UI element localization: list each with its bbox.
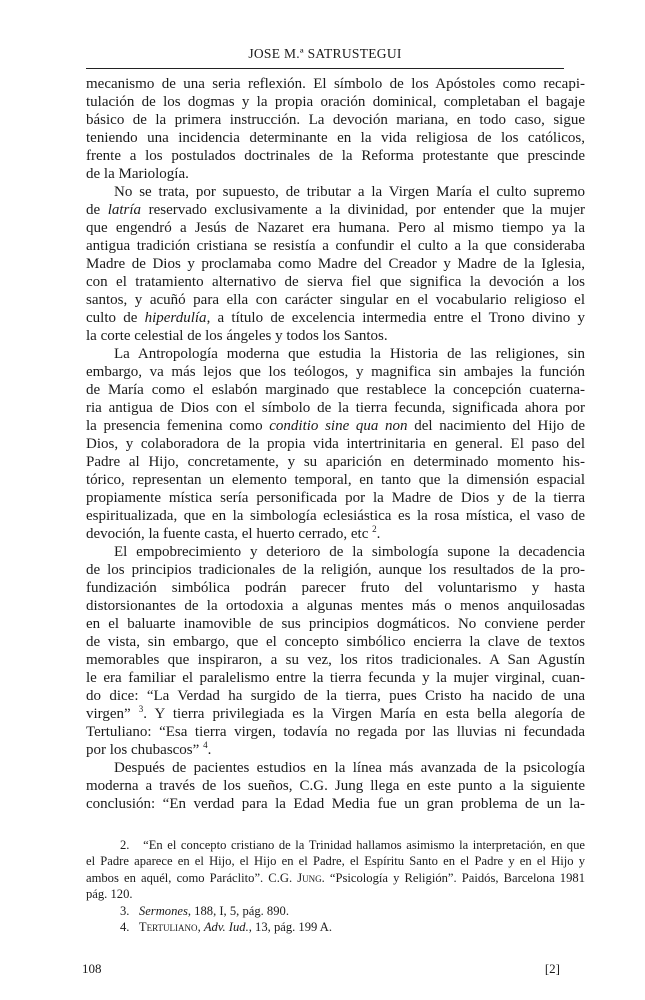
- footnote-line: [86, 919, 585, 935]
- text-line: Madre de Dios y proclamaba como Madre del Creador y Madre de la Iglesia,: [86, 256, 585, 272]
- paragraph: [86, 345, 585, 543]
- text-line: antigua tradición cristiana se resistía a confundir el culto a la que consideraba: [86, 238, 585, 254]
- text-line: fundización simbólica podrán parecer fruto del voluntarismo y hasta: [86, 580, 585, 596]
- text-run: , 188, I, 5, pág. 890.: [187, 903, 289, 918]
- text-line: mecanismo de una seria reflexión. El símbolo de los Apóstoles como recapi-: [86, 76, 585, 92]
- running-head: JOSE M.ª SATRUSTEGUI: [248, 46, 402, 61]
- text-line: do dice: “La Verdad ha surgido de la tierra, pues Cristo ha nacido de una: [86, 688, 585, 704]
- italic-term: conditio sine qua non: [269, 418, 408, 434]
- footnote-line: [86, 837, 585, 853]
- text-line: con el tratamiento alternativo de sierva fiel que significa la devoción a los: [86, 274, 585, 290]
- footnote-number: 3.: [120, 903, 130, 918]
- text-line: de María como el eslabón marginado que restablece la concepción cuaterna-: [86, 382, 585, 398]
- author-name: Jung: [297, 870, 322, 885]
- text-line: No se trata, por supuesto, de tributar a la Virgen María el culto supremo: [114, 184, 585, 200]
- text-run: .: [376, 526, 381, 542]
- text-line: conclusión: “En verdad para la Edad Media fue un gran problema de un la-: [86, 796, 585, 812]
- text-line: [86, 741, 585, 759]
- page-label: [2]: [544, 961, 560, 977]
- text-run: culto de: [86, 310, 145, 326]
- text-line: tulación de los dogmas y la propia oración dominical, completaban el bagaje: [86, 94, 585, 110]
- text-run: del nacimiento del Hijo de: [407, 418, 585, 434]
- text-line: propiamente mística sería personificada por la Madre de Dios y de la tierra: [86, 490, 585, 506]
- text-run: , 13, pág. 199 A.: [248, 920, 333, 935]
- text-line: de la Mariología.: [86, 166, 189, 182]
- text-run: ambos en aquél, como Paráclito”. C.G.: [86, 870, 298, 885]
- paragraph: [86, 759, 585, 813]
- footnote-number: 4.: [120, 920, 130, 935]
- text-run: “En el concepto cristiano de la Trinidad hallamos asimismo la interpretación, en que: [143, 838, 585, 852]
- text-line: que engendró a Jesús de Nazaret era humana. Pero al mismo tiempo ya la: [86, 220, 585, 236]
- italic-term: hiperdulía: [144, 310, 207, 326]
- italic-term: latría: [107, 202, 142, 218]
- text-line: memorables que inspiraron, a su vez, los ritos tradicionales. A San Agustín: [86, 652, 585, 668]
- paragraph: [86, 183, 585, 345]
- footnote-line: [86, 903, 585, 919]
- footnote-ref[interactable]: 2: [372, 524, 377, 534]
- text-line: La Antropología moderna que estudia la Historia de las religiones, sin: [114, 346, 585, 362]
- paragraph: [86, 75, 585, 183]
- paragraph: [86, 543, 585, 759]
- text-line: ria antigua de Dios con el símbolo de la tierra fecunda, significada ahora por: [86, 400, 585, 416]
- footnote-3: [86, 903, 585, 919]
- footnote-line: pág. 120.: [86, 887, 133, 902]
- text-line: de vista, sin embargo, que el concepto simbólico encierra la clave de textos: [86, 634, 585, 650]
- text-run: la presencia femenina como: [86, 418, 270, 434]
- text-line: [86, 525, 585, 543]
- text-run: ,: [197, 920, 204, 935]
- text-line: santos, y acuñó para ella con carácter singular en el vocabulario religioso el: [86, 292, 585, 308]
- header-rule: [86, 68, 564, 69]
- footnote-line: [86, 870, 585, 886]
- text-run: , a título de excelencia intermedia entre el Trono divino y: [206, 310, 585, 326]
- text-line: Después de pacientes estudios en la línea más avanzada de la psicología: [114, 760, 585, 776]
- footnote-ref[interactable]: 3: [138, 704, 144, 714]
- text-run: reservado exclusivamente a la divinidad, por entender que la mujer: [141, 202, 585, 218]
- page-footer: [82, 961, 560, 977]
- text-line: distorsionantes de la ortodoxia a algunas mentes más o menos anquilosadas: [86, 598, 585, 614]
- text-run: por los chubascos”: [86, 742, 204, 758]
- footnotes: [86, 837, 585, 935]
- text-line: le era familiar el paralelismo entre la tierra fecunda y la mujer virginal, cuan-: [86, 670, 585, 686]
- text-line: en el baluarte inamovible de sus principios dogmáticos. No conviene perder: [86, 616, 585, 632]
- text-line: Padre al Hijo, concretamente, y su aparición en determinado momento his-: [86, 454, 585, 470]
- text-line: moderna a través de los sueños, C.G. Jung llega en este punto a la siguiente: [86, 778, 585, 794]
- text-line: básico de la primera instrucción. La devoción mariana, en todo caso, sigue: [86, 112, 585, 128]
- text-line: [86, 705, 585, 723]
- text-line: espiritualizada, que en la simbología eclesiástica es la rosa mística, el vaso de: [86, 508, 585, 524]
- author-name: Tertuliano: [138, 920, 198, 935]
- text-run: virgen”: [86, 706, 139, 722]
- text-line: la corte celestial de los ángeles y todos los Santos.: [86, 328, 388, 344]
- text-line: tórico, representan un elemento temporal, en tanto que la dimensión espacial: [86, 472, 585, 488]
- work-title: Adv. Iud.: [203, 920, 249, 935]
- text-line: [86, 309, 585, 327]
- text-line: Dios, y colaboradora de la propia vida intertrinitaria en general. El paso del: [86, 436, 585, 452]
- text-line: El empobrecimiento y deterioro de la simbología supone la decadencia: [114, 544, 585, 560]
- work-title: Sermones: [138, 903, 188, 918]
- text-run: .: [207, 742, 212, 758]
- text-run: de: [86, 202, 108, 218]
- text-line: teniendo una incidencia determinante en la vida religiosa de los católicos,: [86, 130, 585, 146]
- footnote-2: [86, 837, 585, 903]
- text-line: de los principios tradicionales de la religión, aunque los resultados de la pro-: [86, 562, 585, 578]
- footnote-line: el Padre aparece en el Hijo, el Hijo en el Padre, el Espíritu Santo en el Padre y en el Hijo y: [86, 854, 585, 869]
- text-line: [86, 417, 585, 435]
- body-text: [86, 75, 585, 813]
- footnote-number: 2.: [120, 838, 130, 852]
- footnote-ref[interactable]: 4: [203, 740, 208, 750]
- text-line: Tertuliano: “Esa tierra virgen, todavía no regada por las lluvias ni fecundada: [86, 724, 585, 740]
- text-line: embargo, va más lejos que los teólogos, y magnifica sin ambajes la función: [86, 364, 585, 380]
- page-number: 108: [82, 961, 102, 977]
- text-run: . “Psicología y Religión”. Paidós, Barcelona 1981: [321, 870, 585, 885]
- text-line: [86, 201, 585, 219]
- text-run: devoción, la fuente casta, el huerto cerrado, etc: [86, 526, 373, 542]
- text-run: . Y tierra privilegiada es la Virgen María en esta bella alegoría de: [143, 706, 585, 722]
- text-line: frente a los postulados doctrinales de la Reforma protestante que prescinde: [86, 148, 585, 164]
- footnote-4: [86, 919, 585, 935]
